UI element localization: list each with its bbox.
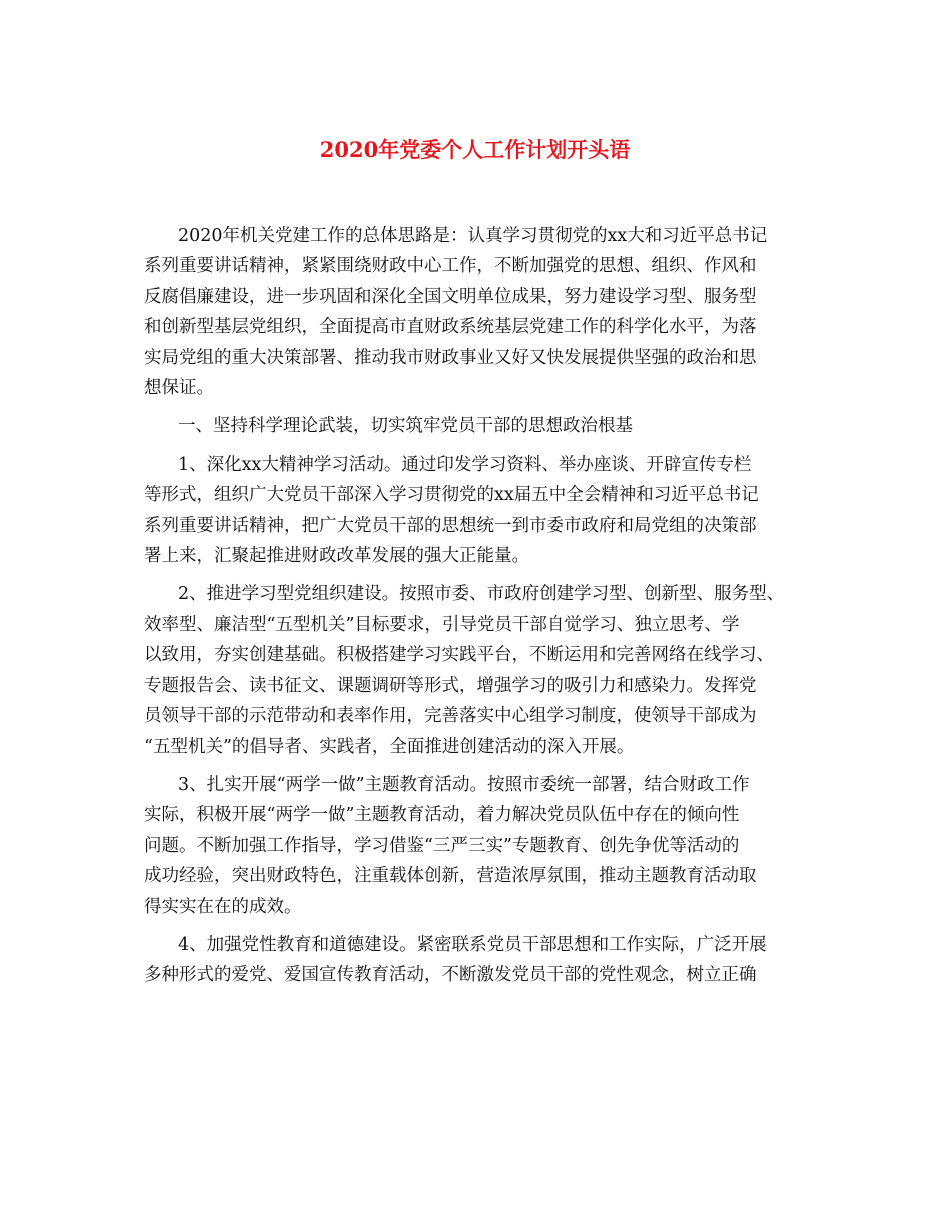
text-line: 专题报告会、读书征文、课题调研等形式，增强学习的吸引力和感染力。发挥党: [144, 675, 757, 696]
text-line: 一、坚持科学理论武装，切实筑牢党员干部的思想政治根基: [178, 416, 633, 437]
section-heading: [144, 411, 816, 441]
paragraph-item-1: [144, 450, 816, 572]
text-line: 等形式，组织广大党员干部深入学习贯彻党的xx届五中全会精神和习近平总书记: [144, 485, 759, 506]
document-title: 2020年党委个人工作计划开头语: [319, 137, 631, 162]
text-line: 实际，积极开展“两学一做”主题教育活动，着力解决党员队伍中存在的倾向性: [144, 805, 740, 826]
paragraph-item-4: [144, 930, 816, 991]
text-line: 多种形式的爱党、爱国宣传教育活动，不断激发党员干部的党性观念，树立正确: [144, 965, 757, 986]
text-line: 得实实在在的成效。: [144, 896, 302, 917]
text-line: 1、深化xx大精神学习活动。通过印发学习资料、举办座谈、开辟宣传专栏: [178, 454, 752, 475]
text-line: 成功经验，突出财政特色，注重载体创新，营造浓厚氛围，推动主题教育活动取: [144, 866, 757, 887]
text-line: 问题。不断加强工作指导，学习借鉴“三严三实”专题教育、创先争优等活动的: [144, 835, 740, 856]
text-line: 想保证。: [144, 378, 214, 399]
text-line: 和创新型基层党组织，全面提高市直财政系统基层党建工作的科学化水平，为落: [144, 317, 757, 338]
text-line: 反腐倡廉建设，进一步巩固和深化全国文明单位成果，努力建设学习型、服务型: [144, 286, 757, 307]
text-line: 3、扎实开展“两学一做”主题教育活动。按照市委统一部署，结合财政工作: [178, 774, 750, 795]
text-line: 系列重要讲话精神，紧紧围绕财政中心工作，不断加强党的思想、组织、作风和: [144, 256, 757, 277]
paragraph-item-2: [144, 579, 816, 761]
text-line: 系列重要讲话精神，把广大党员干部的思想统一到市委市政府和局党组的决策部: [144, 515, 757, 536]
text-line: 4、加强党性教育和道德建设。紧密联系党员干部思想和工作实际，广泛开展: [178, 934, 767, 955]
text-line: 2、推进学习型党组织建设。按照市委、市政府创建学习型、创新型、服务型、: [178, 584, 785, 605]
text-line: 署上来，汇聚起推进财政改革发展的强大正能量。: [144, 546, 529, 567]
text-line: 效率型、廉洁型“五型机关”目标要求，引导党员干部自觉学习、独立思考、学: [144, 614, 740, 635]
text-line: 以致用，夯实创建基础。积极搭建学习实践平台，不断运用和完善网络在线学习、: [144, 645, 774, 666]
paragraph-item-3: [144, 770, 816, 922]
text-line: “五型机关”的倡导者、实践者，全面推进创建活动的深入开展。: [144, 736, 635, 757]
text-line: 实局党组的重大决策部署、推动我市财政事业又好又快发展提供坚强的政治和思: [144, 347, 757, 368]
text-line: 2020年机关党建工作的总体思路是：认真学习贯彻党的xx大和习近平总书记: [178, 226, 768, 246]
paragraph-intro: [144, 221, 816, 403]
text-line: 员领导干部的示范带动和表率作用，完善落实中心组学习制度，使领导干部成为: [144, 706, 757, 727]
document-body: [144, 221, 816, 999]
